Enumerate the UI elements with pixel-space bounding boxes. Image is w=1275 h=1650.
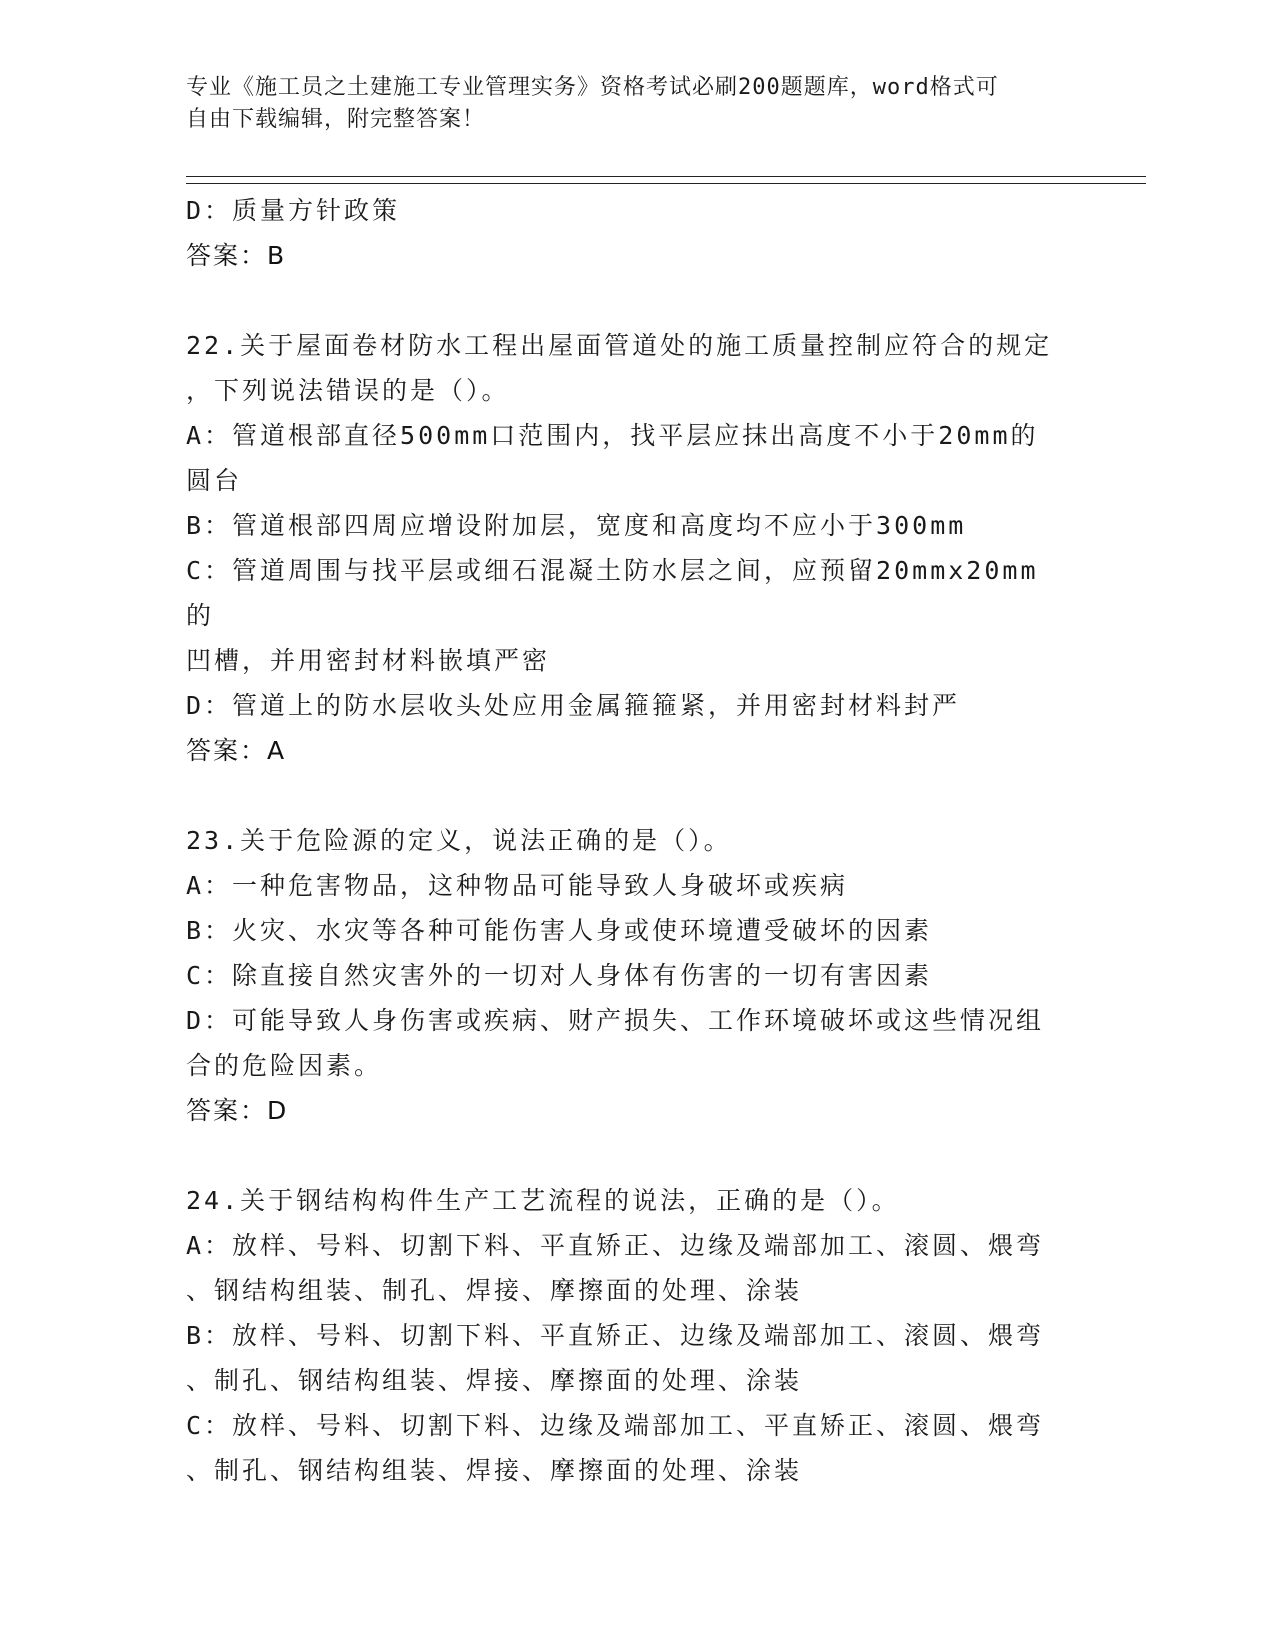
previous-question-tail	[186, 188, 1066, 278]
option-a-continued: 、钢结构组装、制孔、焊接、摩擦面的处理、涂装	[186, 1276, 803, 1305]
document-body	[186, 188, 1066, 1493]
option-d: D：管道上的防水层收头处应用金属箍箍紧，并用密封材料封严	[186, 691, 961, 720]
document-header	[186, 72, 1066, 136]
option-b: B：放样、号料、切割下料、平直矫正、边缘及端部加工、滚圆、煨弯	[186, 1321, 1045, 1350]
option-a: A：一种危害物品，这种物品可能导致人身破坏或疾病	[186, 871, 849, 900]
option-c: C：除直接自然灾害外的一切对人身体有伤害的一切有害因素	[186, 961, 933, 990]
option-c-continued: 、制孔、钢结构组装、焊接、摩擦面的处理、涂装	[186, 1456, 803, 1485]
option-c: C：管道周围与找平层或细石混凝土防水层之间，应预留20mmx20mm的	[186, 556, 1039, 630]
option-b-continued: 、制孔、钢结构组装、焊接、摩擦面的处理、涂装	[186, 1366, 803, 1395]
answer-line: 答案：A	[186, 736, 287, 765]
header-title-line-2: 自由下载编辑，附完整答案！	[186, 107, 486, 132]
answer-line: 答案：B	[186, 241, 287, 270]
header-divider	[186, 176, 1146, 184]
question-stem-line: ，下列说法错误的是（）。	[186, 376, 510, 405]
option-a-continued: 圆台	[186, 466, 243, 495]
question-stem-line: 24.关于钢结构构件生产工艺流程的说法，正确的是（）。	[186, 1186, 900, 1215]
question-23	[186, 818, 1066, 1133]
question-22	[186, 323, 1066, 773]
question-24	[186, 1178, 1066, 1493]
question-stem-line: 22.关于屋面卷材防水工程出屋面管道处的施工质量控制应符合的规定	[186, 331, 1053, 360]
header-title-line-1: 专业《施工员之土建施工专业管理实务》资格考试必刷200题题库，word格式可	[186, 75, 999, 100]
option-d: D：可能导致人身伤害或疾病、财产损失、工作环境破坏或这些情况组	[186, 1006, 1045, 1035]
option-b: B：火灾、水灾等各种可能伤害人身或使环境遭受破坏的因素	[186, 916, 933, 945]
option-b: B：管道根部四周应增设附加层，宽度和高度均不应小于300mm	[186, 511, 967, 540]
option-a: A：管道根部直径500mm口范围内，找平层应抹出高度不小于20mm的	[186, 421, 1039, 450]
option-a: A：放样、号料、切割下料、平直矫正、边缘及端部加工、滚圆、煨弯	[186, 1231, 1045, 1260]
question-stem-line: 23.关于危险源的定义，说法正确的是（）。	[186, 826, 732, 855]
option-c-continued: 凹槽，并用密封材料嵌填严密	[186, 646, 551, 675]
answer-line: 答案：D	[186, 1096, 289, 1125]
option-d: D：质量方针政策	[186, 196, 401, 225]
option-d-continued: 合的危险因素。	[186, 1051, 383, 1080]
option-c: C：放样、号料、切割下料、边缘及端部加工、平直矫正、滚圆、煨弯	[186, 1411, 1045, 1440]
